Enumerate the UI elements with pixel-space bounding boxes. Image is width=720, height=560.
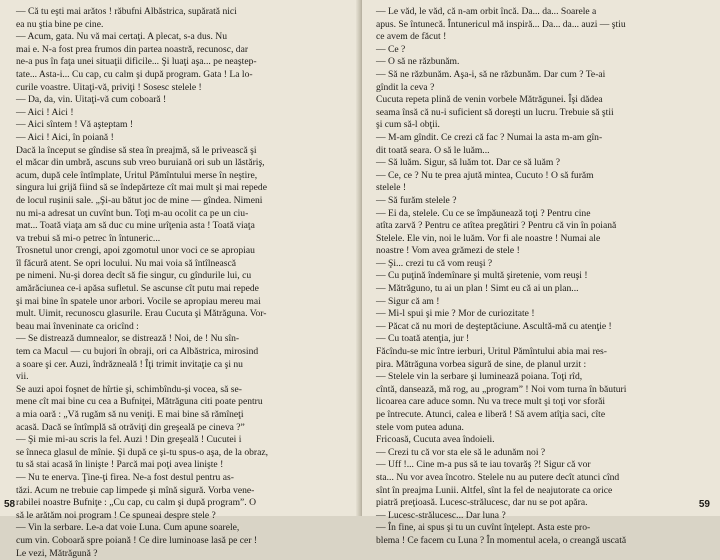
text-line: pe nimeni. Nu-şi dorea decît să fie singur, cu gîndurile lui, cu [16, 270, 252, 282]
text-line: curile voastre. Uitaţi-vă, priviţi ! Sosesc stelele ! [16, 81, 202, 93]
text-line: îl făcură atent. Se opri locului. Nu mai voia să întîlnească [16, 257, 237, 269]
text-line: Stelele. Ele vin, noi le luăm. Vor fi ale noastre ! Numai ale [376, 232, 601, 244]
text-line: Cucuta repeta plină de venin vorbele Mătrăgunei. Îşi dădea [376, 94, 603, 106]
text-line: dit toată seara. O să le luăm... [376, 144, 490, 156]
text-line: sta... Nu vor avea încotro. Stelele nu au putere decît atunci cînd [376, 471, 620, 483]
right-page [362, 0, 720, 546]
text-line: pira. Mătrăguna vorbea sigură de sine, de planul urzit : [376, 358, 587, 370]
text-line: — Mătrăguno, tu ai un plan ! Simt eu că ai un plan... [376, 283, 579, 295]
text-line: — Ce ? [376, 43, 406, 55]
text-line: noastre ! Vom avea grămezi de stele ! [376, 245, 520, 257]
text-line: nu mi-a adresat un cuvînt bun. Toţi m-au ocolit ca pe un ciu- [16, 207, 249, 219]
text-line: tăzi. Acum ne trebuie cap limpede şi mînă sigură. Vorba vene- [16, 484, 255, 496]
text-line: stelele ! [376, 182, 407, 194]
text-line: mat... Toată viaţa am să duc cu mine urîţenia asta ! Toată viaţa [16, 220, 255, 232]
text-line: — Le văd, le văd, că n-am orbit încă. Da... da... Soarele a [376, 6, 597, 17]
text-line: stele vom putea aduna. [376, 421, 464, 433]
text-line: licoarea care aduce somn. Nu va trece mult şi toţi vor sforăi [376, 396, 606, 408]
text-line: Dacă la început se gîndise să stea în preajmă, să le privească şi [16, 144, 257, 156]
text-line: mai e. N-a fost prea frumos din partea noastră, recunosc, dar [16, 43, 249, 55]
text-line: cîntă, dansează, mă rog, au „program” ! Noi vom turna în băuturi [376, 383, 627, 395]
text-line: Le vezi, Mătrăgună ? [16, 547, 98, 559]
text-line: mene cît mai bine cu cea a Bufniţei, Mătrăguna citi poate pentru [16, 396, 263, 408]
text-line: beau mai înveninate ca oricînd : [16, 320, 139, 332]
text-line: — În fine, ai spus şi tu un cuvînt înţelept. Asta este pro- [376, 522, 591, 534]
text-line: — Aici ! Aici, în poiană ! [16, 131, 114, 143]
text-line: cum vin. Coboară spre poiană ! Ce dire luminoase lasă pe cer ! [16, 534, 258, 546]
text-line: — Ei da, stelele. Cu ce se împăunează toţi ? Pentru cine [376, 207, 591, 219]
text-line: şi mai bine în spatele unor arbori. Vocile se apropiau mereu mai [16, 295, 261, 307]
text-line: — Că tu eşti mai arătos ! răbufni Albăstrica, supărată nici [16, 6, 237, 17]
right-page-text [376, 6, 708, 548]
text-line: — Stelele vin la serbare şi luminează poiana. Toţi rîd, [376, 371, 583, 383]
text-line: — Sigur că am ! [376, 295, 440, 307]
text-line: amărăciunea ce-i apăsa sufletul. Se ascunse cît putu mai repede [16, 283, 259, 295]
text-line: — Să luăm. Sigur, să luăm tot. Dar ce să luăm ? [376, 157, 560, 169]
text-line: rabilei noastre Bufniţe : „Cu cap, cu calm şi după program”. O [16, 497, 257, 509]
text-line: pe întrecute. Atunci, calea e liberă ! Să avem atîţia saci, cîte [376, 409, 606, 420]
text-line: atîta zarvă ? Pentru ce atîtea pregătiri ? Pentru că vin în poiană [376, 220, 617, 232]
text-line: — M-am gîndit. Ce crezi că fac ? Numai la asta m-am gîn- [376, 131, 603, 143]
text-line: — Păcat că nu mori de deşteptăciune. Ascultă-mă cu atenţie ! [376, 320, 612, 332]
text-line: — Se distrează dumnealor, se distrează ! Noi, de ! Nu sîn- [16, 333, 240, 345]
text-line: seama însă că nu-i suficient să doreşti un lucru. Trebuie să ştii [376, 106, 614, 118]
text-line: apus. Se întunecă. Întunericul mă inspiră... Da... da... auzi — ştiu [376, 18, 626, 30]
text-line: — Crezi tu că vor sta ele să le adunăm noi ? [376, 446, 546, 458]
text-line: — Aici sîntem ! Vă aşteptam ! [16, 119, 134, 131]
text-line: Făcîndu-se mic între ierburi, Uritul Pămîntului abia mai res- [376, 346, 607, 358]
text-line: — Uff !... Cine m-a pus să te iau tovarăş ?! Sigur că vor [376, 459, 591, 471]
text-line: — Cu toată atenţia, jur ! [376, 333, 470, 345]
text-line: acasă. Dacă se întîmplă să otrăviţi din greşeală pe cineva ?” [16, 421, 245, 433]
text-line: ne-a pus în faţa unei situaţii dificile... Şi luaţi aşa... pe neaştep- [16, 56, 257, 68]
text-line: Fricoasă, Cucuta avea îndoieli. [376, 434, 495, 446]
text-line: sînt în preajma Lunii. Altfel, sînt la fel de neajutorate ca orice [376, 484, 613, 496]
text-line: se înneca glasul de mînie. Şi după ce şi-tu spus-o aşa, de la obraz, [16, 446, 269, 458]
text-line: el măcar din umbră, ascuns sub vreo buruiană ori sub un lăstăriş, [16, 157, 265, 169]
text-line: acum, după cele întîmplate, Uritul Pămîntului merse în neştire, [16, 169, 258, 181]
text-line: a mia oară : „Vă rugăm să nu veniţi. E mai bine să rămîneţi [16, 409, 244, 420]
text-line: vii. [16, 371, 29, 383]
text-line: Trosnetul unor crengi, apoi zgomotul unor voci ce se apropiau [16, 245, 255, 257]
text-line: gîndit la ceva ? [376, 81, 435, 93]
text-line: blema ! Ce facem cu Luna ? În momentul acela, o creangă uscată [376, 534, 627, 546]
text-line: — Lucesc-strălucesc... Dar luna ? [376, 509, 506, 521]
text-line: — Mi-l spui şi mie ? Mor de curiozitate ! [376, 308, 535, 320]
text-line: piatră preţioasă. Lucesc-strălucesc, dar nu se pot apăra. [376, 497, 588, 509]
left-page-text [16, 6, 352, 560]
text-line: — Să furăm stelele ? [376, 194, 457, 206]
text-line: — Cu puţină îndemînare şi multă şiretenie, vom reuşi ! [376, 270, 588, 282]
text-line: — Acum, gata. Nu vă mai certaţi. A plecat, s-a dus. Nu [16, 31, 228, 43]
text-line: — Şi... crezi tu că vom reuşi ? [376, 257, 493, 269]
text-line: a soare şi cer. Auzi, îndrăzneală ! Îţi trimit invitaţie ca şi nu [16, 358, 243, 370]
text-line: — Să ne răzbunăm. Aşa-i, să ne răzbunăm. Dar cum ? Te-ai [376, 68, 606, 80]
text-line: — Ce, ce ? Nu te prea ajută mintea, Cucuto ! O să furăm [376, 169, 594, 181]
text-line: şi cum să-l obţii. [376, 119, 440, 131]
text-line: — Şi mie mi-au scris la fel. Auzi ! Din greşeală ! Cucutei i [16, 434, 242, 446]
text-line: — Da, da, vin. Uitaţi-vă cum coboară ! [16, 94, 167, 106]
page-number-right: 59 [698, 499, 710, 510]
text-line: va trebui să mi-o petrec în întuneric... [16, 232, 161, 244]
text-line: tem ca Macul — cu bujori în obraji, ori ca Albăstrica, mirosind [16, 346, 259, 358]
text-line: — Nu te enerva. Ţine-ţi firea. Ne-a fost destul pentru as- [16, 471, 234, 483]
text-line: — Aici ! Aici ! [16, 106, 74, 118]
text-line: să le arătăm noi program ! Ce spuneai despre stele ? [16, 509, 216, 521]
text-line: mult. Uimit, recunoscu glasurile. Erau Cucuta şi Mătrăguna. Vor- [16, 308, 267, 320]
text-line: ea nu ştia bine pe cine. [16, 18, 104, 30]
text-line: tu să stai acasă în linişte ! Parcă mai poţi avea linişte ! [16, 459, 224, 471]
text-line: — Vin la serbare. Le-a dat voie Luna. Cum apune soarele, [16, 522, 240, 534]
text-line: tate... Asta-i... Cu cap, cu calm şi după program. Gata ! La lo- [16, 68, 253, 80]
text-line: — O să ne răzbunăm. [376, 56, 460, 68]
text-line: ce avem de făcut ! [376, 31, 447, 43]
text-line: de locul rușinii sale. „Şi-au bătut joc de mine — gîndea. Nimeni [16, 194, 263, 206]
page-number-left: 58 [4, 499, 16, 510]
text-line: singura lui grijă fiind să se îndepărteze cît mai mult şi mai repede [16, 182, 267, 194]
text-line: Se auzi apoi foşnet de hîrtie şi, schimbîndu-şi vocea, să se- [16, 383, 242, 395]
